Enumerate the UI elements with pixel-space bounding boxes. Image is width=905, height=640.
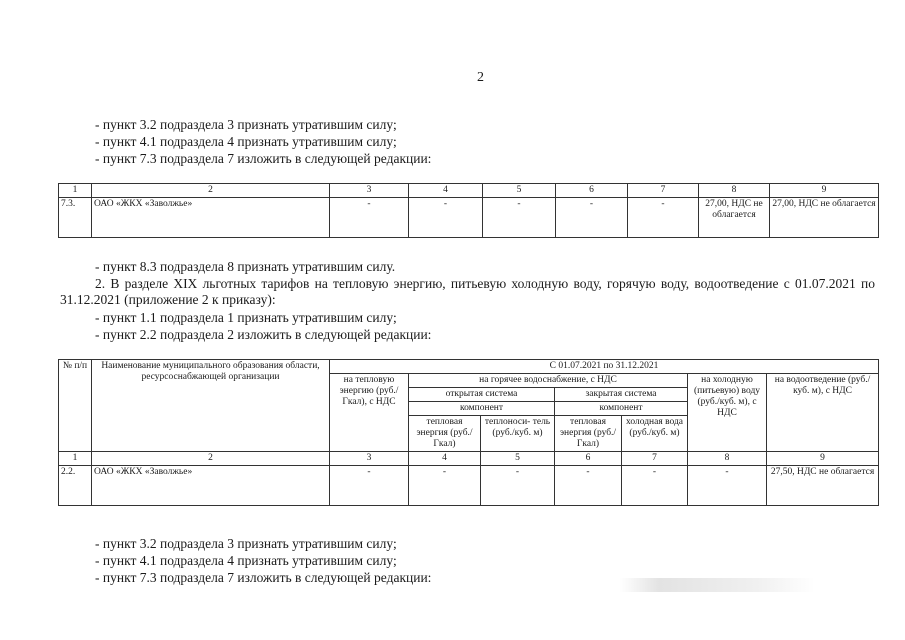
col-header-name: Наименование муниципального образования области, ресурсоснабжающей организации: [92, 360, 330, 452]
table-cell: -: [555, 466, 622, 506]
table-cell: -: [628, 198, 699, 238]
table-row: [59, 198, 879, 238]
col-header-component: компонент: [409, 402, 555, 416]
col-header-cold-water: на холодную (питьевую) воду (руб./куб. м), с НДС: [688, 374, 767, 452]
table-cell: -: [556, 198, 628, 238]
instruction-line: - пункт 4.1 подраздела 4 признать утратившим силу;: [95, 553, 397, 568]
col-header-cold-component: холодная вода (руб./куб. м): [622, 416, 688, 452]
organization-name: ОАО «ЖКХ «Заволжье»: [92, 198, 330, 238]
col-header: 1: [59, 184, 92, 198]
col-number: 7: [622, 452, 688, 466]
col-header: 2: [92, 184, 330, 198]
col-header-heat-carrier: теплоноси- тель (руб./куб. м): [481, 416, 555, 452]
col-header-number: № п/п: [59, 360, 92, 452]
col-header: 6: [556, 184, 628, 198]
col-header-drainage: на водоотведение (руб./куб. м), с НДС: [767, 374, 879, 452]
instruction-line: - пункт 4.1 подраздела 4 признать утратившим силу;: [95, 134, 397, 149]
col-header-heat-energy: тепловая энергия (руб./Гкал): [555, 416, 622, 452]
section-paragraph: 2. В разделе XIX льготных тарифов на тепловую энергию, питьевую холодную воду, горячую воду, водоотведение с 01.07.2021 по 31.12.2021 (приложение 2 к приказу):: [60, 276, 875, 307]
table-cell: -: [409, 198, 483, 238]
instruction-line: - пункт 3.2 подраздела 3 признать утратившим силу;: [95, 536, 397, 551]
col-number: 8: [688, 452, 767, 466]
col-header: 3: [330, 184, 409, 198]
instruction-line: - пункт 8.3 подраздела 8 признать утратившим силу.: [95, 259, 396, 274]
col-number: 9: [767, 452, 879, 466]
row-number: 2.2.: [59, 466, 92, 506]
col-header: 4: [409, 184, 483, 198]
table-cell: -: [622, 466, 688, 506]
table-header-row: [59, 184, 879, 198]
col-header-open-system: открытая система: [409, 388, 555, 402]
table-cell: -: [481, 466, 555, 506]
scan-artifact: [620, 578, 815, 592]
table-cell: -: [409, 466, 481, 506]
col-header: 5: [483, 184, 556, 198]
col-number: 3: [330, 452, 409, 466]
table-cell: -: [330, 466, 409, 506]
table-cell: 27,00, НДС не облагается: [699, 198, 770, 238]
col-number: 1: [59, 452, 92, 466]
tariff-table-2: [58, 359, 879, 506]
organization-name: ОАО «ЖКХ «Заволжье»: [92, 466, 330, 506]
col-number: 2: [92, 452, 330, 466]
table-row: [59, 466, 879, 506]
instruction-line: - пункт 2.2 подраздела 2 изложить в следующей редакции:: [95, 327, 432, 342]
col-header-closed-system: закрытая система: [555, 388, 688, 402]
instruction-line: - пункт 3.2 подраздела 3 признать утратившим силу;: [95, 117, 397, 132]
tariff-table-1: [58, 183, 879, 238]
table-cell: -: [483, 198, 556, 238]
col-header-heat: на тепловую энергию (руб./Гкал), с НДС: [330, 374, 409, 452]
col-header-period: С 01.07.2021 по 31.12.2021: [330, 360, 879, 374]
table-cell: 27,00, НДС не облагается: [770, 198, 879, 238]
table-cell: -: [330, 198, 409, 238]
table-cell: -: [688, 466, 767, 506]
col-header-heat-energy: тепловая энергия (руб./Гкал): [409, 416, 481, 452]
instruction-line: - пункт 7.3 подраздела 7 изложить в следующей редакции:: [95, 570, 432, 585]
col-number: 6: [555, 452, 622, 466]
col-header: 7: [628, 184, 699, 198]
col-number: 4: [409, 452, 481, 466]
col-header-component: компонент: [555, 402, 688, 416]
page-number: 2: [477, 70, 484, 85]
col-header: 9: [770, 184, 879, 198]
instruction-line: - пункт 7.3 подраздела 7 изложить в следующей редакции:: [95, 151, 432, 166]
instruction-line: - пункт 1.1 подраздела 1 признать утратившим силу;: [95, 310, 397, 325]
col-header-hot-water: на горячее водоснабжение, с НДС: [409, 374, 688, 388]
col-header: 8: [699, 184, 770, 198]
table-column-number-row: [59, 452, 879, 466]
col-number: 5: [481, 452, 555, 466]
row-number: 7.3.: [59, 198, 92, 238]
table-cell: 27,50, НДС не облагается: [767, 466, 879, 506]
